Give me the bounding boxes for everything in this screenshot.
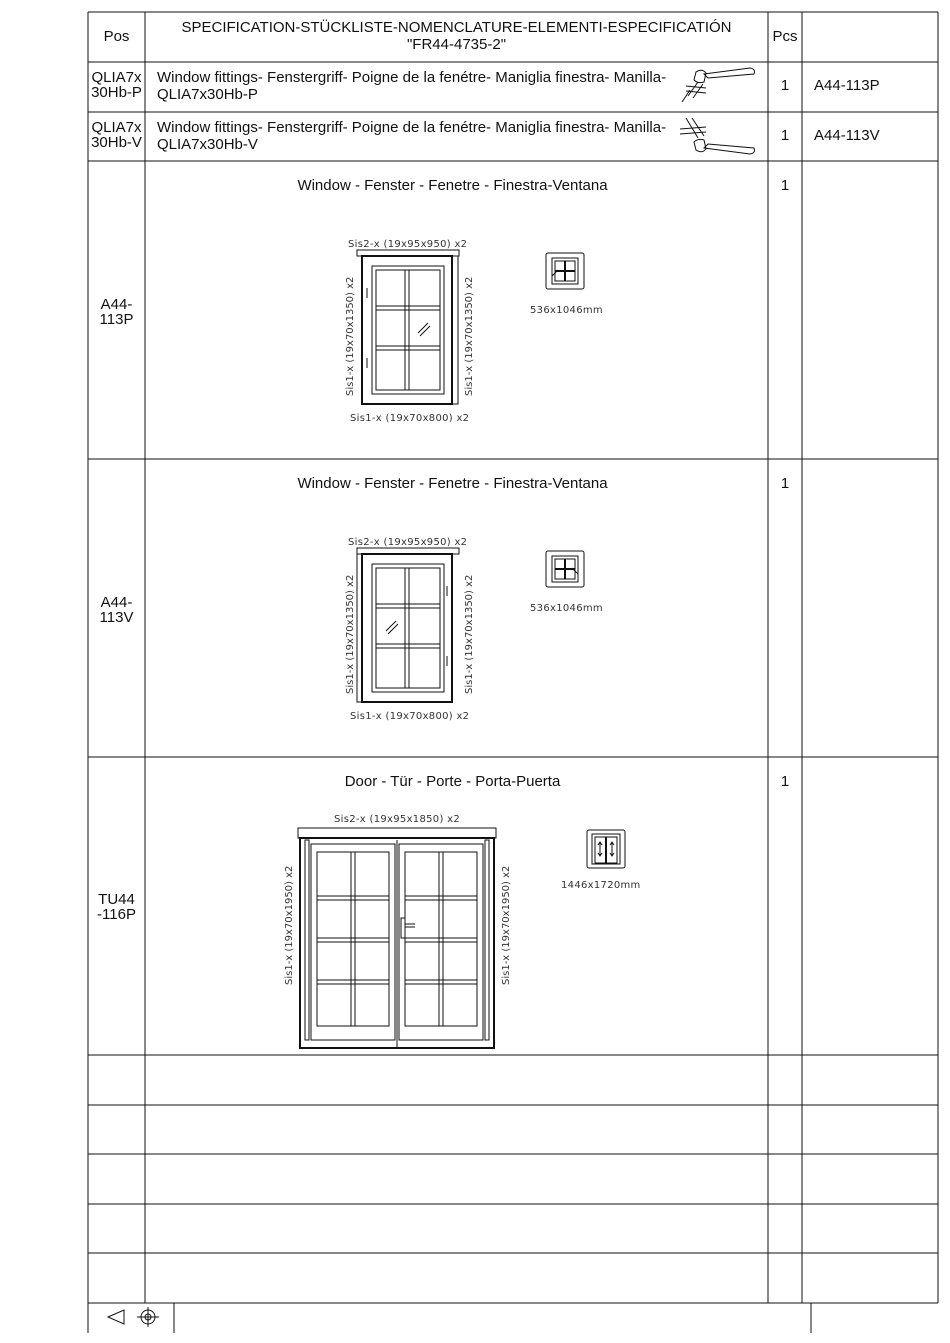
door-handle-icon (676, 64, 758, 108)
dimension-label-bottom: Sis1-x (19x70x800) x2 (350, 711, 470, 722)
pos-cell: QLIA7x (91, 69, 142, 86)
pos-cell: A44- (100, 594, 133, 611)
table-subtitle: "FR44-4735-2" (406, 36, 507, 53)
item-title: Window - Fenster - Fenetre - Finestra-Ventana (297, 475, 608, 492)
pcs-cell: 1 (780, 475, 790, 492)
dimension-label-top: Sis2-x (19x95x950) x2 (348, 239, 468, 250)
pcs-cell: 1 (780, 127, 790, 144)
pos-cell: 30Hb-V (91, 134, 142, 151)
pos-cell: -116P (97, 906, 136, 923)
pos-cell: TU44 (98, 891, 135, 908)
description-cell: Window fittings- Fenstergriff- Poigne de la fenétre- Maniglia finestra- Manilla- (157, 119, 667, 136)
size-label: 536x1046mm (530, 305, 603, 316)
description-cell: Window fittings- Fenstergriff- Poigne de la fenétre- Maniglia finestra- Manilla- (157, 69, 667, 86)
dimension-label-left: Sis1-x (19x70x1350) x2 (345, 574, 356, 694)
pos-cell: 113P (99, 311, 134, 328)
projection-symbol-icon (104, 1305, 164, 1329)
dimension-label-right: Sis1-x (19x70x1350) x2 (464, 574, 475, 694)
size-label: 536x1046mm (530, 603, 603, 614)
item-title: Window - Fenster - Fenetre - Finestra-Ventana (297, 177, 608, 194)
pos-header: Pos (103, 28, 130, 45)
pcs-cell: 1 (780, 177, 790, 194)
window-icon (545, 550, 585, 588)
pos-cell: A44- (100, 296, 133, 313)
dimension-label-left: Sis1-x (19x70x1950) x2 (284, 865, 295, 985)
reference-cell: A44-113P (814, 77, 880, 94)
pos-cell: 30Hb-P (91, 84, 142, 101)
dimension-label-bottom: Sis1-x (19x70x800) x2 (350, 413, 470, 424)
dimension-label-top: Sis2-x (19x95x950) x2 (348, 537, 468, 548)
reference-cell: A44-113V (814, 127, 880, 144)
pos-cell: 113V (99, 609, 134, 626)
door-icon (586, 829, 626, 869)
table-title: SPECIFICATION-STÜCKLISTE-NOMENCLATURE-ELEMENTI-ESPECIFICATIÓN (181, 19, 732, 36)
pos-cell: QLIA7x (91, 119, 142, 136)
pcs-cell: 1 (780, 773, 790, 790)
door-handle-icon (676, 114, 758, 158)
description-cell: QLIA7x30Hb-P (157, 86, 258, 103)
pcs-cell: 1 (780, 77, 790, 94)
description-cell: QLIA7x30Hb-V (157, 136, 258, 153)
door-drawing (297, 826, 497, 1050)
window-drawing (356, 248, 460, 408)
dimension-label-left: Sis1-x (19x70x1350) x2 (345, 276, 356, 396)
item-title: Door - Tür - Porte - Porta-Puerta (344, 773, 561, 790)
size-label: 1446x1720mm (561, 880, 641, 891)
dimension-label-top: Sis2-x (19x95x1850) x2 (334, 814, 460, 825)
dimension-label-right: Sis1-x (19x70x1950) x2 (501, 865, 512, 985)
dimension-label-right: Sis1-x (19x70x1350) x2 (464, 276, 475, 396)
window-icon (545, 252, 585, 290)
window-drawing (356, 546, 460, 706)
pcs-header: Pcs (772, 28, 798, 45)
